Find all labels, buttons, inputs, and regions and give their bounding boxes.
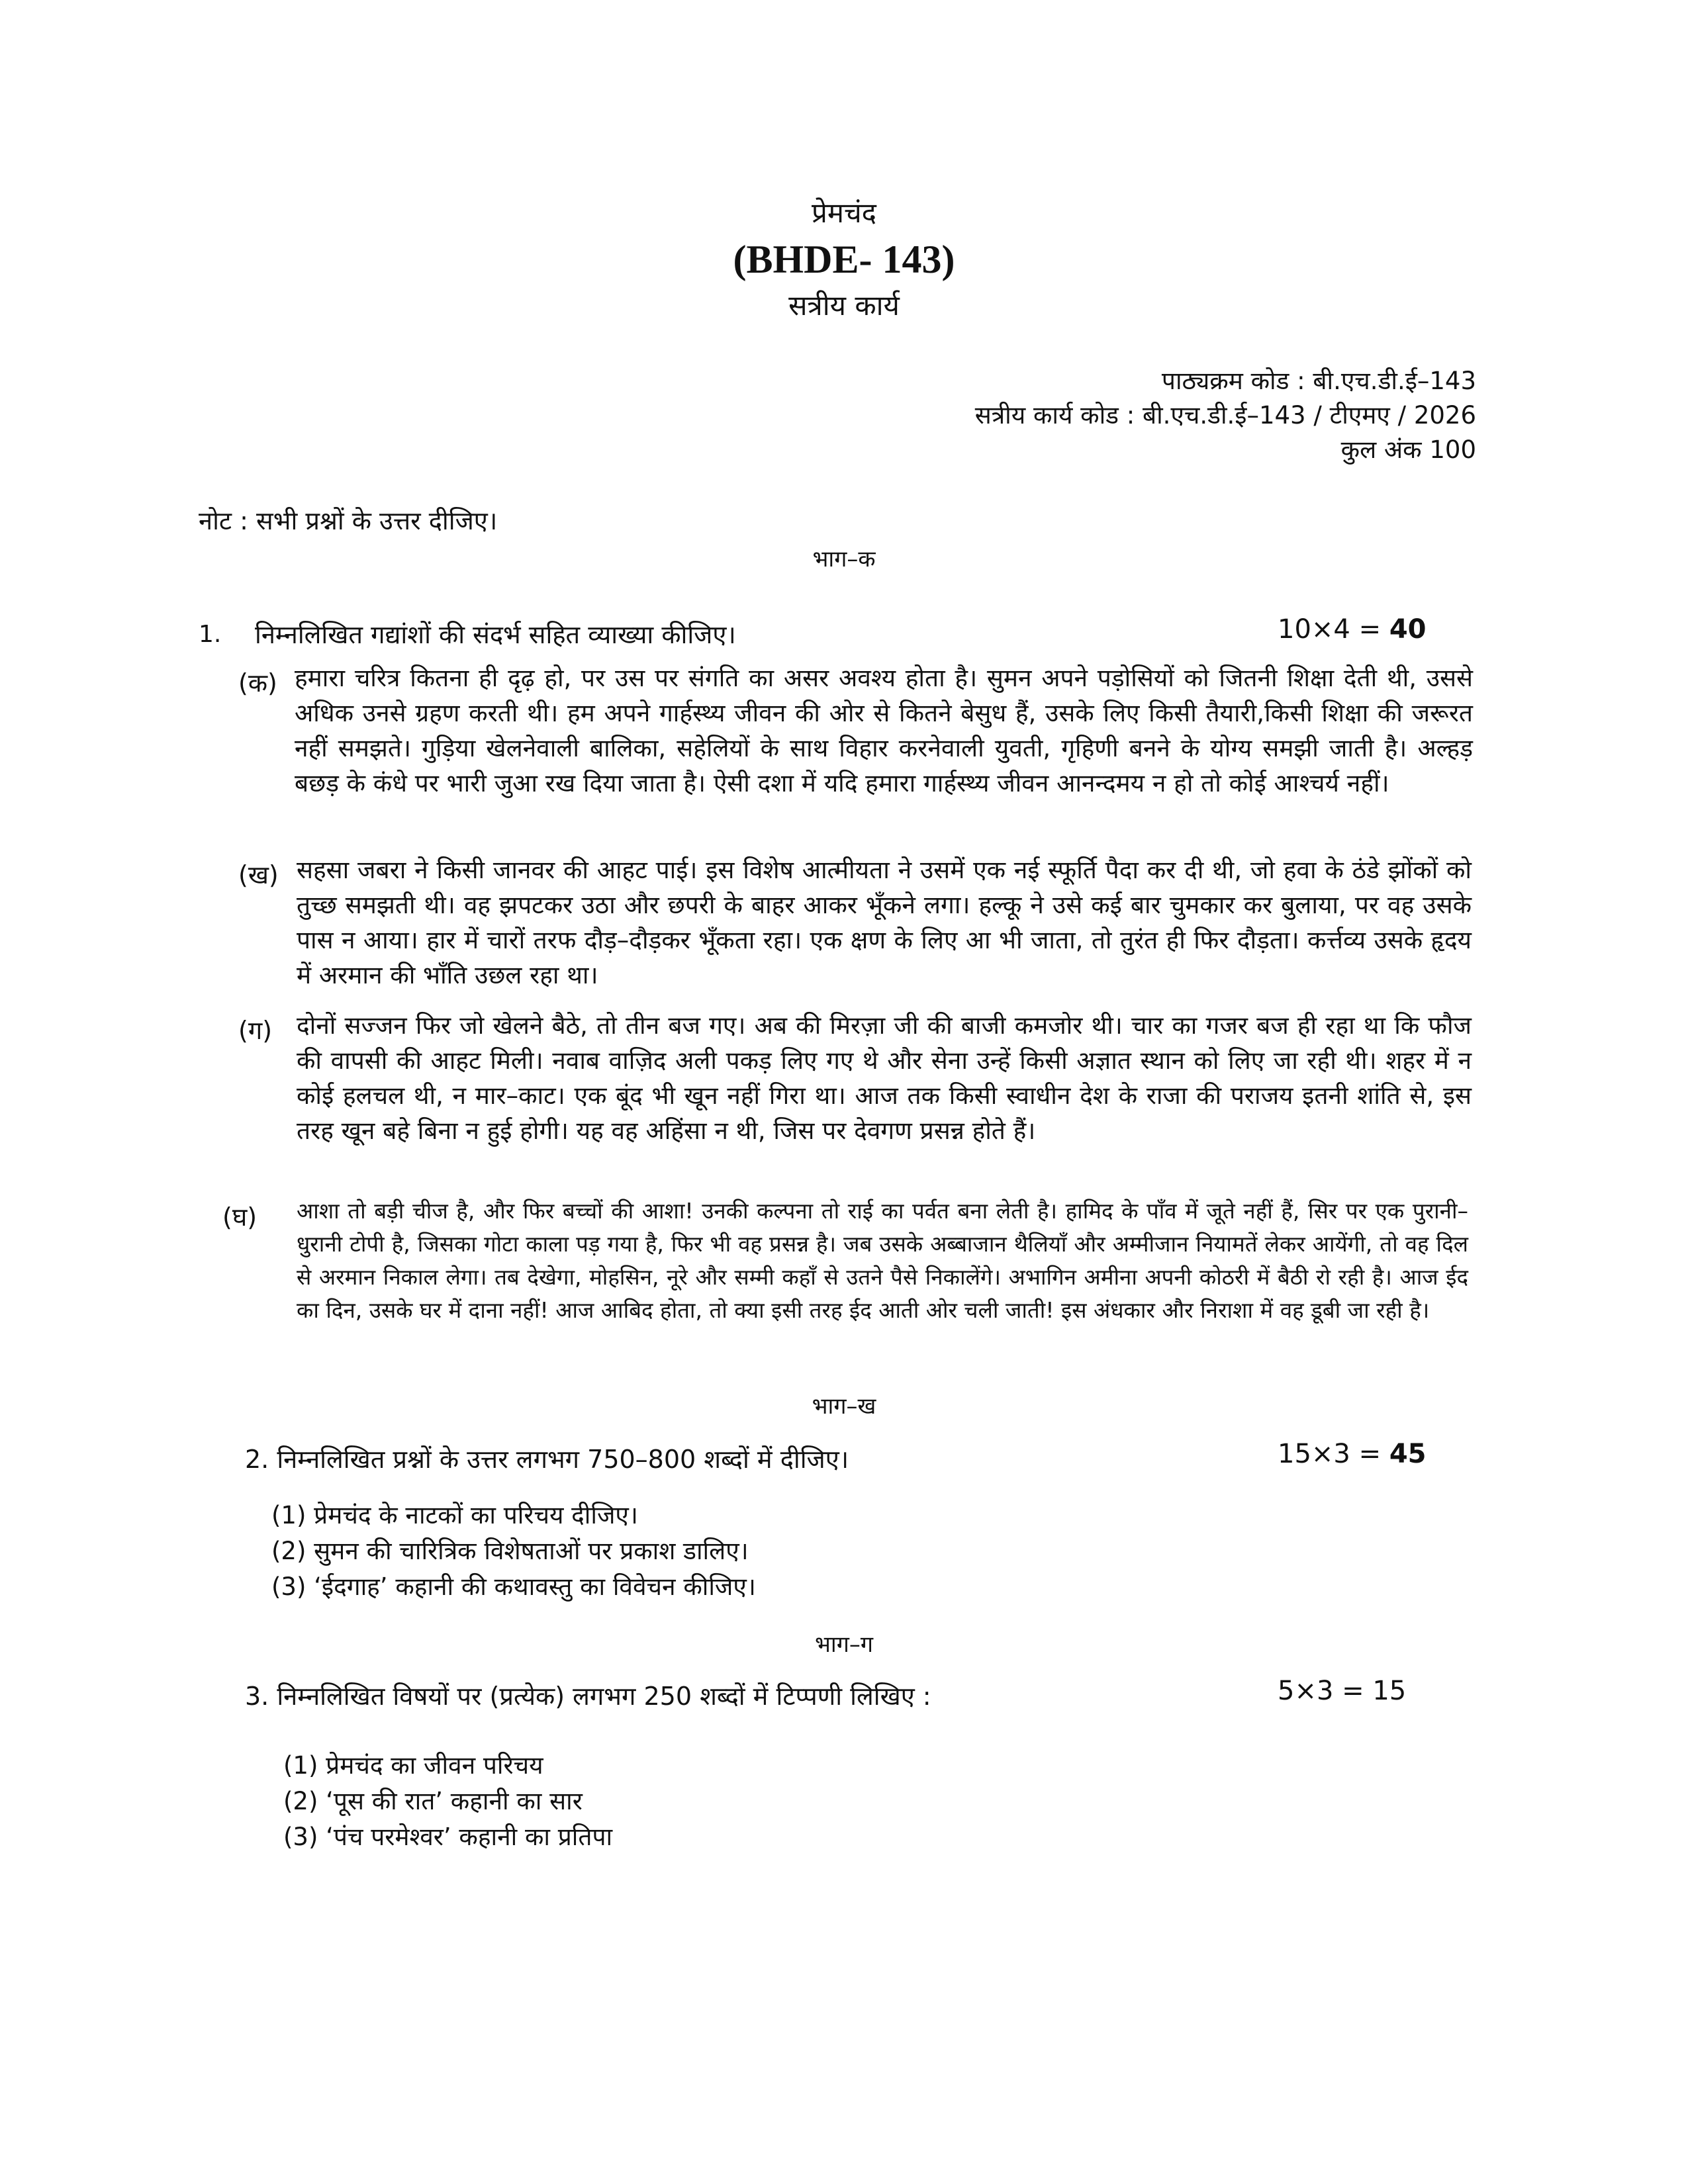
question-3-marks: 5×3 = 15: [1278, 1676, 1407, 1706]
question-2-item-3: (3) ‘ईदगाह’ कहानी की कथावस्तु का विवेचन कीजिए।: [271, 1572, 756, 1601]
section-heading-c: भाग–ग: [815, 1631, 873, 1658]
section-heading-b: भाग–ख: [812, 1393, 876, 1420]
passage-ga: दोनों सज्जन फिर जो खेलने बैठे, तो तीन बज गए। अब की मिरज़ा जी की बाजी कमजोर थी। चार का गजर बज ही रहा था कि फौज की वापसी की आहट मिली। नवाब वाज़िद अली पकड़ लिए गए थे और सेना उन्हें किसी अज्ञात स्थान को लिए जा रही थी। शहर में न कोई हलचल थी, न मार–काट। एक बूंद भी खून नहीं गिरा था। आज तक किसी स्वाधीन देश के राजा की पराजय इतनी शांति से, इस तरह खून बहे बिना न हुई होगी। यह वह अहिंसा न थी, जिस पर देवगण प्रसन्न होते हैं।: [297, 1011, 1472, 1145]
question-1-marks-total: 40: [1389, 614, 1427, 645]
question-2-item-2: (2) सुमन की चारित्रिक विशेषताओं पर प्रकाश डालिए।: [271, 1537, 749, 1565]
question-2-text: 2. निम्नलिखित प्रश्नों के उत्तर लगभग 750–800 शब्दों में दीजिए।: [245, 1445, 849, 1474]
passage-label-ga: (ग): [238, 1016, 273, 1045]
assignment-code: सत्रीय कार्य कोड : बी.एच.डी.ई–143 / टीएमए / 2026: [974, 401, 1476, 430]
page-subtitle: सत्रीय कार्य: [788, 289, 900, 322]
passage-label-gha: (घ): [222, 1203, 258, 1232]
question-3-item-1: (1) प्रेमचंद का जीवन परिचय: [283, 1751, 543, 1780]
question-2-marks-total: 45: [1389, 1439, 1427, 1469]
passage-label-ka: (क): [238, 668, 277, 698]
passage-ka: हमारा चरित्र कितना ही दृढ़ हो, पर उस पर संगति का असर अवश्य होता है। सुमन अपने पड़ोसियों को जितनी शिक्षा देती थी, उससे अधिक उनसे ग्रहण करती थी। हम अपने गार्हस्थ्य जीवन की ओर से कितने बेसुध हैं, उसके लिए किसी तैयारी,किसी शिक्षा की जरूरत नहीं समझते। गुड़िया खेलनेवाली बालिका, सहेलियों के साथ विहार करनेवाली युवती, गृहिणी बनने के योग्य समझी जाती है। अल्हड़ बछड़ के कंधे पर भारी जुआ रख दिया जाता है। ऐसी दशा में यदि हमारा गार्हस्थ्य जीवन आनन्दमय न हो तो कोई आश्चर्य नहीं।: [295, 664, 1473, 797]
question-1-marks-prefix: 10×4 =: [1278, 614, 1389, 645]
section-heading-a: भाग–क: [812, 546, 876, 572]
total-marks: कुल अंक 100: [1340, 435, 1476, 464]
page-title: प्रेमचंद: [812, 197, 876, 229]
question-3-text: 3. निम्नलिखित विषयों पर (प्रत्येक) लगभग 250 शब्दों में टिप्पणी लिखिए :: [245, 1682, 931, 1711]
question-3-item-2: (2) ‘पूस की रात’ कहानी का सार: [283, 1787, 583, 1815]
question-2-marks: [1278, 1439, 1426, 1469]
passage-label-kha: (ख): [238, 860, 279, 889]
passage-kha: सहसा जबरा ने किसी जानवर की आहट पाई। इस विशेष आत्मीयता ने उसमें एक नई स्फूर्ति पैदा कर दी थी, जो हवा के ठंडे झोंकों को तुच्छ समझती थी। वह झपटकर उठा और छपरी के बाहर आकर भूँकने लगा। हल्कू ने उसे कई बार चुमकार कर बुलाया, पर वह उसके पास न आया। हार में चारों तरफ दौड़–दौड़कर भूँकता रहा। एक क्षण के लिए आ भी जाता, तो तुरंत ही फिर दौड़ता। कर्त्तव्य उसके हृदय में अरमान की भाँति उछल रहा था।: [297, 856, 1472, 989]
passage-gha: आशा तो बड़ी चीज है, और फिर बच्चों की आशा! उनकी कल्पना तो राई का पर्वत बना लेती है। हामिद के पाँव में जूते नहीं हैं, सिर पर एक पुरानी–धुरानी टोपी है, जिसका गोटा काला पड़ गया है, फिर भी वह प्रसन्न है। जब उसके अब्बाजान थैलियाँ और अम्मीजान नियामतें लेकर आयेंगी, तो वह दिल से अरमान निकाल लेगा। तब देखेगा, मोहसिन, नूरे और सम्मी कहाँ से उतने पैसे निकालेंगे। अभागिन अमीना अपनी कोठरी में बैठी रो रही है। आज ईद का दिन, उसके घर में दाना नहीं! आज आबिद होता, तो क्या इसी तरह ईद आती ओर चली जाती! इस अंधकार और निराशा में वह डूबी जा रही है।: [297, 1198, 1468, 1323]
question-number-1: 1.: [199, 621, 222, 648]
question-2-marks-prefix: 15×3 =: [1278, 1439, 1389, 1469]
question-1-text: निम्नलिखित गद्यांशों की संदर्भ सहित व्याख्या कीजिए।: [255, 620, 736, 649]
course-code-heading: (BHDE- 143): [733, 238, 955, 281]
instruction-note: नोट : सभी प्रश्नों के उत्तर दीजिए।: [199, 506, 498, 535]
course-code: पाठ्यक्रम कोड : बी.एच.डी.ई–143: [1161, 367, 1476, 395]
question-1-marks: [1278, 614, 1426, 645]
question-2-item-1: (1) प्रेमचंद के नाटकों का परिचय दीजिए।: [271, 1501, 638, 1529]
question-3-item-3: (3) ‘पंच परमेश्वर’ कहानी का प्रतिपा: [283, 1823, 613, 1851]
